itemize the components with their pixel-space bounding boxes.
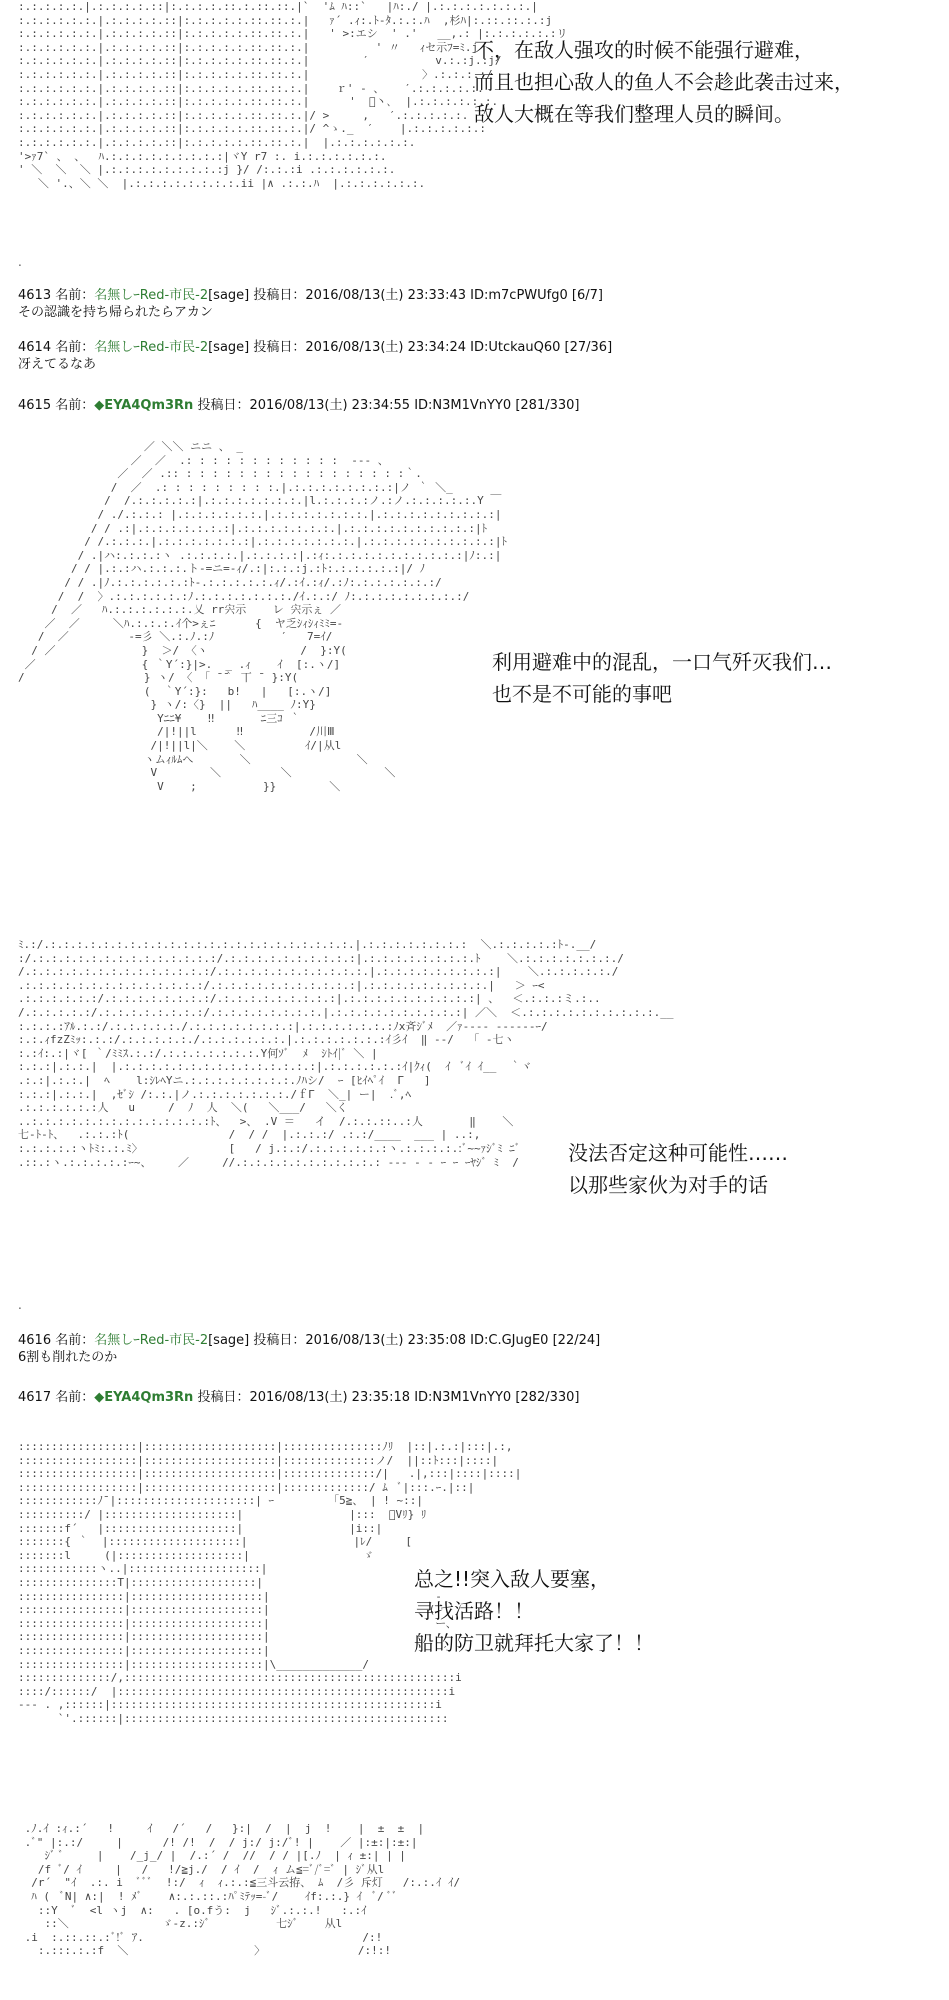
post-count: [27/36] xyxy=(564,340,613,355)
ascii-art-block-2: ／ ＼＼ ニニ 、 _ ／ ／ .: : : : : : : : : : : : --- 、 ／ ／ .:: : : : : : : : : : : : : : : : : :｀. / ／ .: : : : : : : : :.|.:.:.:.:.:.:.:.:|ノ ｀ ＼_ / /.:.:.:.:.:|.:.:.:.:.:.:.:.|l.:.:.:.:ノ.:ノ.:.:.:.:.:.Y ￣ / ./.:.:.: |.:.:.:.:.:.:.|.:.:.:.:.:.:.:.|.:.:.:.:.:.:.:.:.:| / / .:|.:.:.:.:.:.:.:|.:.:.:.:.:.:.:.|.:.:.:.:.:.:.:.:.:.:|ﾄ / /.:.:.:.|.:.:.:.:.:.:.:|.:.:.:.:.:.:.:.|.:.:.:.:.:.:.:.:.:.:|ﾄ / .|ハ:.:.:.:ヽ .:.:.:.:.|.:.:.:.:|.:ｨ:.:.:.:.:.:.:.:.:.:.:|ﾉ:.:| / / |.:.:ハ.:.:.:.ト-=ニ=-ｨ/.:|:.:.:j.:ﾄ:.:.:.:.:.:|/ ﾉ / / .|ﾉ.:.:.:.:.:.:ﾄ-.:.:.:.:.:.ｨ/.:ｲ.:ｨ/.:ﾉ:.:.:.:.:.:.:/ / / 〉.:.:.:.:.:.:ﾉ.:.:.:.:.:.:.:./ｲ.:.:/ ﾉ:.:.:.:.:.:.:.:.:/ / ／ ﾊ.:.:.:.:.:.:.乂 rr宍示 レ 宍示ぇ ／ ／ ／ ＼ﾊ.:.:.:.ｲ个>ぇﾆ { ヤ乏ｼｨｼｨﾐﾐ=- / ／ -=彡 ＼.:.ﾉ.:ﾉ ′ 7=ｲ/ / ／ } ＞/ 〈ヽ / }:Y( ／ { ｀Y´:}|>. _ .ｨ ｲ [:.ヽ/] / } ヽ/ 〈 「 ̄ ̄｀ 丅 ̄ }:Y( ( ｀Y´:}: b! | [:.ヽ/] } ヽ/:〈} || ﾊ____ ﾉ:Y} Yﾆﾆ¥ ‼ ﾆ三ｺ ｀ /|!||l ‼ /川Ⅲ /|!||l|＼ ＼ ｲ/|从l ヽムｨﾙﾑへ ＼ ＼ V ＼ ＼ ＼ V ; }} ＼ xyxy=(18,440,507,793)
post-number: 4615 xyxy=(18,398,52,413)
post-author-name[interactable]: 名無しｰRed-市民-2 xyxy=(94,288,209,303)
separator-dot-2: . xyxy=(18,1298,22,1312)
caption-2: 利用避难中的混乱，一口气歼灭我们… 也不是不可能的事吧 xyxy=(492,650,832,706)
post-number: 4613 xyxy=(18,288,52,303)
post-count: [6/7] xyxy=(571,288,603,303)
post-author-name[interactable]: 名無しｰRed-市民-2 xyxy=(94,340,209,355)
post-date-label: 投稿日： xyxy=(197,398,250,413)
post-name-label: 名前： xyxy=(55,288,95,303)
post-id[interactable]: ID:UtckauQ60 xyxy=(470,340,561,355)
post-author-name[interactable]: 名無しｰRed-市民-2 xyxy=(94,1333,209,1348)
post-tag: [sage] xyxy=(208,288,250,303)
post-header-4613 xyxy=(18,288,603,304)
caption-4: 总之!!突入敌人要塞， 寻找活路！！ 船的防卫就拜托大家了！！ xyxy=(414,1567,654,1655)
post-date: 2016/08/13(土) 23:35:18 xyxy=(249,1390,411,1405)
post-header-4614 xyxy=(18,340,612,356)
post-count: [281/330] xyxy=(515,398,580,413)
post-author-trip[interactable]: ◆EYA4Qm3Rn xyxy=(94,1390,194,1405)
post-tag: [sage] xyxy=(208,1333,250,1348)
post-body-4614: 冴えてるなあ xyxy=(18,357,97,372)
post-date: 2016/08/13(土) 23:33:43 xyxy=(305,288,466,303)
post-count: [22/24] xyxy=(552,1333,601,1348)
post-author-trip[interactable]: ◆EYA4Qm3Rn xyxy=(94,398,194,413)
post-header-4617 xyxy=(18,1390,580,1406)
caption-3: 没法否定这种可能性…… 以那些家伙为对手的话 xyxy=(568,1141,788,1197)
post-header-4615 xyxy=(18,398,580,414)
caption-1: 不，在敌人强攻的时候不能强行避难， 而且也担心敌人的鱼人不会趁此袭击过来， 敌人大概在等我们整理人员的瞬间。 xyxy=(474,38,854,126)
post-tag: [sage] xyxy=(208,340,250,355)
ascii-art-block-4: ::::::::::::::::::|::::::::::::::::::::|:::::::::::::::ﾉﾘ |::|.:.:|:::|.:, ::::::::::::::::::|::::::::::::::::::::|::::::::::::::ノ/ ||::ﾄ:::|::::| ::::::::::::::::::|::::::::::::::::::::|::::::::::::::/| .|,:::|::::|::::| ::::::::::::::::::|::::::::::::::::::::|:::::::::::::/ ﾑ ﾞ|:::.ｰ.|::| ::::::::::::ﾉ¯|:::::::::::::::::::::| ｰ ｢5≧、 | ! ~::| ::::::::::/ |::::::::::::::::::::| |::: ﾞVﾘ} ﾘ :::::::f´ |::::::::::::::::::::| |i::| :::::::{ ｀ |::::::::::::::::::::| |ﾚ/ [ :::::::l (|:::::::::::::::::::| ゞ ::::::::::::ヽ..|::::::::::::::::::::| :::::::::::::::Т|:::::::::::::::::::| ::::::::::::::::|::::::::::::::::::::| - ::::::::::::::::|::::::::::::::::::::| ( ::::::::::::::::|::::::::::::::::::::| ー、 ::::::::::::::::|::::::::::::::::::::| ::::::::::::::::|::::::::::::::::::::| ′ ::::::::::::::::|::::::::::::::::::::|\_____________/ ::::::::::::::/,::::::::::::::::::::::::::::::::::::::::::::::::::i ::::/::::::/ |::::::::::::::::::::::::::::::::::::::::::::::::::i --- . ,::::::|:::::::::::::::::::::::::::::::::::::::::::::::::i `'.::::::|::::::::::::::::::::::::::::::::::::::::::::::::: xyxy=(18,1440,522,1725)
post-header-4616 xyxy=(18,1333,600,1349)
post-date-label: 投稿日： xyxy=(253,1333,306,1348)
ascii-art-block-5: .ﾉ.ｲ :ｨ.:´ ! ｲ /´ / }:| / | j ! | ± ± | .ﾞ" |:.:/ | /! /! / / j:/ j:/ﾞ! | ／ |:±:|:±:| ｼﾞ ﾞ | /_j_/ | /.:´ / // / / |[.ﾉ | ｨ ±:| | | /f ﾞ/ ｲ | / !/≧j./ / ｲ / ｨ ム≦=ﾞ/ﾞ=ﾞ | ｼﾞ从l /r´ "ｲ .:. i ﾞﾞﾞ !:/ ｨ ｨ.:.:≦三斗云拵、 ﾑ /彡 斥灯 /:.:.ｲ ｲ/ ﾊ ( ﾞN| ∧:| ! ﾒﾞ ∧:.:.::.:ﾊﾟﾐﾃｯ=-ﾞ/ ｲf:.:.} ｲ ﾞ/ ﾞﾞ ::Y ﾞ <l ヽj ∧: . [o.fう: j ｼﾞ.:.:.! :.:ｲ ::＼ ゞ-z.:ｼﾞ 七ｼﾞ 从l .i :.::.::.:ﾞ!ﾞ ｱ. /:! :.:::.:.:f ＼ 〉 /:!:! xyxy=(24,1822,461,1958)
post-name-label: 名前： xyxy=(55,398,95,413)
post-date: 2016/08/13(土) 23:34:24 xyxy=(305,340,466,355)
ascii-art-block-3: ﾐ.:/.:.:.:.:.:.:.:.:.:.:.:.:.:.:.:.:.:.:.:.:.:.:.:.|.:.:.:.:.:.:.:.: ＼.:.:.:.:.:ﾄ-.__/ :/.:.:.:.:.:.:.:.:.:.:.:.:.:.:/.:.:.:.:.:.:.:.:.:.:|.:.:.:.:.:.:.:.:.ﾄ ＼.:.:.:.:.:.:.:./ /.:.:.:.:.:.:.:.:.:.:.:.:.:.:/.:.:.:.:.:.:.:.:.:.:.:.|.:.:.:.:.:.:.:.:.:| ＼.:.:.:.:.:./ .:.:.:.:.:.:.:.:.:.:.:.:.:.:/.:.:.:.:.:.:.:.:.:.:.:|.:.:.:.:.:.:.:.:.:.| ＞ ｰ< .:.:.:.:.:.:/.:.:.:.:.:.:.:.:/.:.:.:.:.:.:.:.:.:|.:.:.:.:.:.:.:.:.:.:| 、 ＜.:.:.:ミ.:.. /.:.:.:.:.:/.:.:.:.:.:.:.:.:/.:.:.:.:.:.:.:.:.|.:.:.:.:.:.:.:.:.:.:| ／＼ ＜.:.:.:.:.:.:.:.:.:.:.__ :.:.:.:ｱﾙ.:.:/.:.:.:.:.:./.:.:.:.:.:.:.:.:|.:.:.:.:.:.:.:ﾉx斉ｼﾞﾒ ／ｧ‐‐‐‐ --‐‐‐-ｰ/ :.:.ｨfzZﾐｯ:.:.:/.:.:.:.:.:./.:.:.:.:.:.:.|.:.:.:.:.:.:.:ｲ彡ｲ ‖ ‐‐/ ｢ ‐七ヽ :.:ｲ:.:|ヾ[ ｀/ﾐﾐｽ.:.:/.:.:.:.:.:.:.:.Y何ｿﾞ ﾒ ｼﾄｲ|ﾞ ＼ | :.:.:|.:.:.| |.:.:.:.:.:.:.:.:.:.:.:.:.:.:.:|.:.:.:.:.:.:ｲ|ｸｨ( ｲ ﾞｲ ｲ__ ｀ヾ .:.:|.:.:.| ﾍ l:ｼﾚﾍYニ.:.:.:.:.:.:.:.:.ﾉﾊシ/ ｰ [ﾋｲﾍﾟｲ Γ ] :.:.:|.:.:.| ,ｾﾞｼ /:.:.|ノ.:.:.:.:.:.:.:./ｆΓ ＼_| ー| .ﾞ,ﾍ .:.:.:.:.:.:人 u / ﾉ 人 ＼( ＼___/ ＼く ..:.:.:.:.:.:.:.:.:.:.:.:.:.:ﾄ、 >、 .V ＝ イ /.:.:.::..:人 ‖ ＼ 七-ﾄ-ﾄ、 .:.:.:ﾄ( / / / |.:.:.:/ .:.:/____ ___ | ..:, :.:.:.:.:ヽﾄﾐ:.:.ﾐ〉 [ / j.:.:/.:.:.:.:.:.:ヽ.:.:.:.:.:ﾞ~~ｧｼﾞﾐ ﾆﾞ .::.:ヽ.:.:.:.:.:ｰ~、 ／ //.:.:.:.:.:.:.:.:.:.:.: --‐ ‐ ‐ ｰ ｰ ｰﾔｼﾞ ﾐ / xyxy=(18,938,674,1169)
post-number: 4616 xyxy=(18,1333,52,1348)
post-date-label: 投稿日： xyxy=(253,340,306,355)
post-date-label: 投稿日： xyxy=(197,1390,250,1405)
post-name-label: 名前： xyxy=(55,1333,95,1348)
post-name-label: 名前： xyxy=(55,340,95,355)
post-count: [282/330] xyxy=(515,1390,580,1405)
separator-dot-1: . xyxy=(18,255,22,269)
post-id[interactable]: ID:N3M1VnYY0 xyxy=(414,1390,512,1405)
post-date-label: 投稿日： xyxy=(253,288,306,303)
post-body-4616: 6割も削れたのか xyxy=(18,1350,118,1365)
post-name-label: 名前： xyxy=(55,1390,95,1405)
post-id[interactable]: ID:N3M1VnYY0 xyxy=(414,398,512,413)
post-id[interactable]: ID:m7cPWUfg0 xyxy=(470,288,568,303)
post-date: 2016/08/13(土) 23:34:55 xyxy=(249,398,411,413)
ascii-art-block-1: :.:.:.:.:.|.:.:.:.:.::|:.:.:.:.::.:.::.::.|` 'ﾑ ﾊ::` |ﾊ:./ |.:.:.:.:.:.:.:.| :.:.:.:.:.:.|.:.:.:.:.::|:.:.:.:.:.::.::.:.| ｧ´ .ｨ:.ﾄ-ﾀ.:.:.ﾊ ,杉ﾊ|:.::.::.:.:j :.:.:.:.:.:.|.:.:.:.:.::|:.:.:.:.:.::.::.:.| ' >:エシ ' .' __,.: |:.:.:.:.:.:リ :.:.:.:.:.:.|.:.:.:.:.::|:.:.:.:.:.::.::.:.| ' 〃 ｨセ示ﾌ=ﾐ.j :.:.:.:.:.:.|.:.:.:.:.::|:.:.:.:.:.::.::.:.| ′ v.:.:j.:j/ :.:.:.:.:.:.|.:.:.:.:.::|:.:.:.:.:.::.::.:.| 〉.:.:.:.:/ :.:.:.:.:.:.|.:.:.:.:.::|:.:.:.:.:.::.::.:.| ｒ' ‐ 、 ′.:.:.:.:.:. :.:.:.:.:.:.|.:.:.:.:.::|:.:.:.:.:.::.::.:.| ' ゙丶､ |.:.:.:.:.:.:. :.:.:.:.:.:.|.:.:.:.:.::|:.:.:.:.:.::.::.:.|/ > , ′.:.:.:.:.:. :.:.:.:.:.:.|.:.:.:.:.::|:.:.:.:.:.::.::.:.|/ ^ゝ._ ′ |.:.:.:.:.:.: :.:.:.:.:.:.|.:.:.:.:.::|:.:.:.:.:.::.::.:.| |.:.:.:.:.:.:. '>ｧ7` 、 、 ﾊ.:.:.:.:.:.:.:.:.:|ヾY r7 :. i.:.:.:.:.:.:. ' ＼ ＼ ＼ |.:.:.:.:.:.:.:.:.:j }/ /:.:.:i .:.:.:.:.:.:. ＼ '.、＼ ＼ |.:.:.:.:.:.:.:.:.ii |∧ .:.:.ﾊ |.:.:.:.:.:.:. xyxy=(18,0,568,190)
post-number: 4617 xyxy=(18,1390,52,1405)
post-number: 4614 xyxy=(18,340,52,355)
post-date: 2016/08/13(土) 23:35:08 xyxy=(305,1333,466,1348)
post-body-4613: その認識を持ち帰られたらアカン xyxy=(18,305,213,320)
post-id[interactable]: ID:C.GJugE0 xyxy=(470,1333,549,1348)
